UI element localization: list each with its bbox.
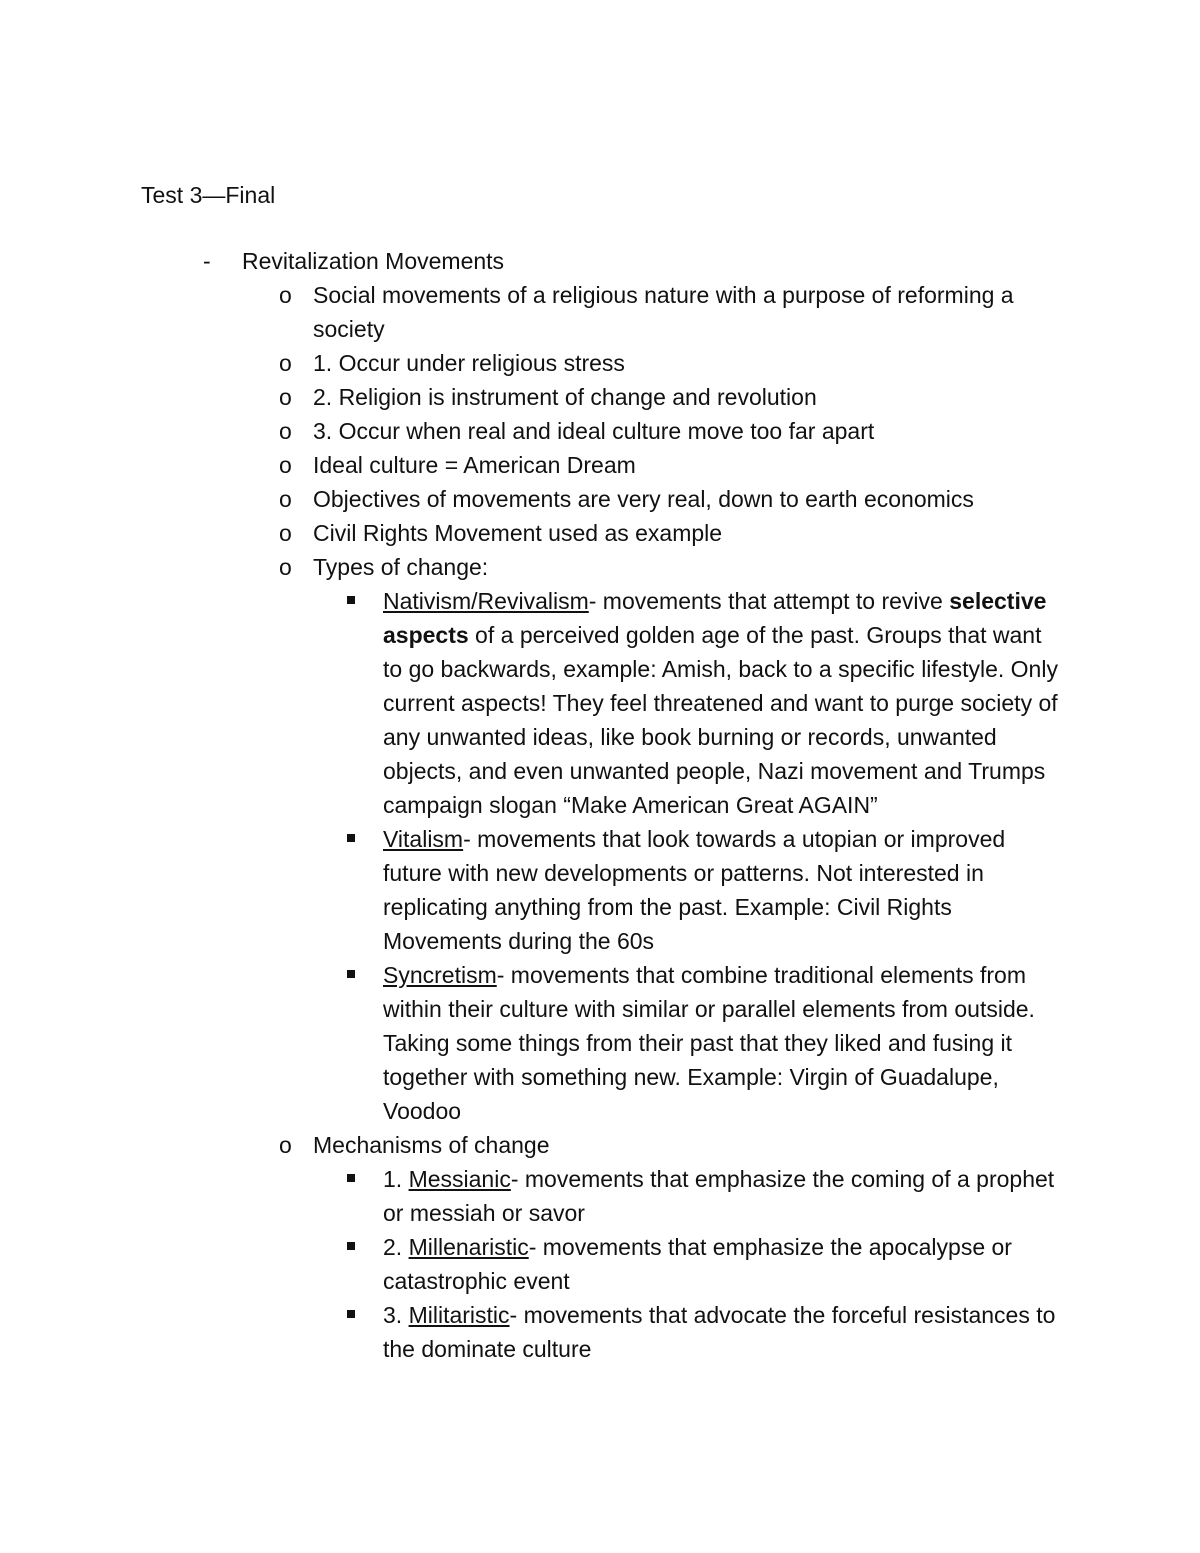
- point-text: Ideal culture = American Dream: [313, 452, 636, 478]
- circle-bullet: o: [279, 520, 292, 546]
- notes-outline: [141, 244, 1101, 1366]
- outline-level2-item: [141, 516, 1101, 550]
- outline-level2-item: [141, 414, 1101, 448]
- definition-part: - movements that attempt to revive: [588, 588, 950, 614]
- circle-bullet: o: [279, 452, 292, 478]
- square-bullet: [347, 596, 355, 604]
- outline-level3-item: [141, 584, 1101, 822]
- item-number: 3.: [383, 1302, 409, 1328]
- outline-level3-item: [141, 958, 1101, 1128]
- circle-bullet: o: [279, 486, 292, 512]
- point-text: Social movements of a religious nature with a purpose of reforming a society: [313, 282, 1014, 342]
- outline-level3-item: [141, 822, 1101, 958]
- point-text: 1. Occur under religious stress: [313, 350, 625, 376]
- circle-bullet: o: [279, 282, 292, 308]
- outline-level3-item: [141, 1298, 1101, 1366]
- square-bullet: [347, 1242, 355, 1250]
- outline-level2-item: [141, 550, 1101, 584]
- definition-part: - movements that emphasize the apocalypse or catastrophic event: [383, 1234, 1012, 1294]
- term-millenaristic: Millenaristic: [408, 1234, 529, 1260]
- outline-level2-item: [141, 346, 1101, 380]
- bold-phrase: selective aspects: [383, 588, 1047, 648]
- definition-part: - movements that advocate the forceful resistances to the dominate culture: [383, 1302, 1056, 1362]
- square-bullet: [347, 834, 355, 842]
- outline-level2-item: [141, 482, 1101, 516]
- definition-part: of a perceived golden age of the past. Groups that want to go backwards, example: Amish, back to a specific lifestyle. Only current aspects! They feel threatened and want to purge society of any unwanted ideas, like book burning or records, unwanted objects, and even unwanted people, Nazi movement and Trumps campaign slogan “Make American Great AGAIN”: [383, 622, 1058, 818]
- term-militaristic: Militaristic: [408, 1302, 510, 1328]
- definition-part: - movements that emphasize the coming of a prophet or messiah or savor: [383, 1166, 1055, 1226]
- circle-bullet: o: [279, 418, 292, 444]
- point-text: Civil Rights Movement used as example: [313, 520, 723, 546]
- term-vitalism: Vitalism: [383, 826, 464, 852]
- type-item-syncretism: [383, 958, 1063, 1128]
- term-nativism: Nativism/Revivalism: [383, 588, 589, 614]
- outline-level2-item: [141, 380, 1101, 414]
- document-title: Test 3—Final: [141, 182, 276, 208]
- outline-level2-item: [141, 278, 1101, 346]
- point-text: Objectives of movements are very real, down to earth economics: [313, 486, 974, 512]
- item-number: 2.: [383, 1234, 409, 1260]
- square-bullet: [347, 1174, 355, 1182]
- mechanism-item-messianic: [383, 1162, 1063, 1230]
- item-number: 1.: [383, 1166, 409, 1192]
- term-syncretism: Syncretism: [383, 962, 497, 988]
- definition-part: - movements that look towards a utopian or improved future with new developments or patterns. Not interested in replicating anything from the past. Example: Civil Rights Movements during the 60s: [383, 826, 1006, 954]
- type-item-nativism: [383, 584, 1063, 822]
- outline-level2-item: [141, 1128, 1101, 1162]
- circle-bullet: o: [279, 384, 292, 410]
- definition-part: - movements that combine traditional elements from within their culture with similar or parallel elements from outside. Taking some things from their past that they liked and fusing it together with something new. Example: Virgin of Guadalupe, Voodoo: [383, 962, 1035, 1124]
- circle-bullet: o: [279, 554, 292, 580]
- mechanism-item-militaristic: [383, 1298, 1063, 1366]
- square-bullet: [347, 970, 355, 978]
- outline-level3-item: [141, 1162, 1101, 1230]
- outline-level3-item: [141, 1230, 1101, 1298]
- mechanisms-label: Mechanisms of change: [313, 1132, 550, 1158]
- dash-bullet: -: [203, 248, 211, 274]
- mechanism-item-millenaristic: [383, 1230, 1063, 1298]
- square-bullet: [347, 1310, 355, 1318]
- circle-bullet: o: [279, 1132, 292, 1158]
- outline-level2-item: [141, 448, 1101, 482]
- outline-level1-item: [141, 244, 1101, 278]
- point-text: 2. Religion is instrument of change and revolution: [313, 384, 817, 410]
- section-heading: Revitalization Movements: [242, 248, 505, 274]
- term-messianic: Messianic: [408, 1166, 511, 1192]
- point-text: 3. Occur when real and ideal culture move too far apart: [313, 418, 875, 444]
- types-label: Types of change:: [313, 554, 489, 580]
- type-item-vitalism: [383, 822, 1063, 958]
- circle-bullet: o: [279, 350, 292, 376]
